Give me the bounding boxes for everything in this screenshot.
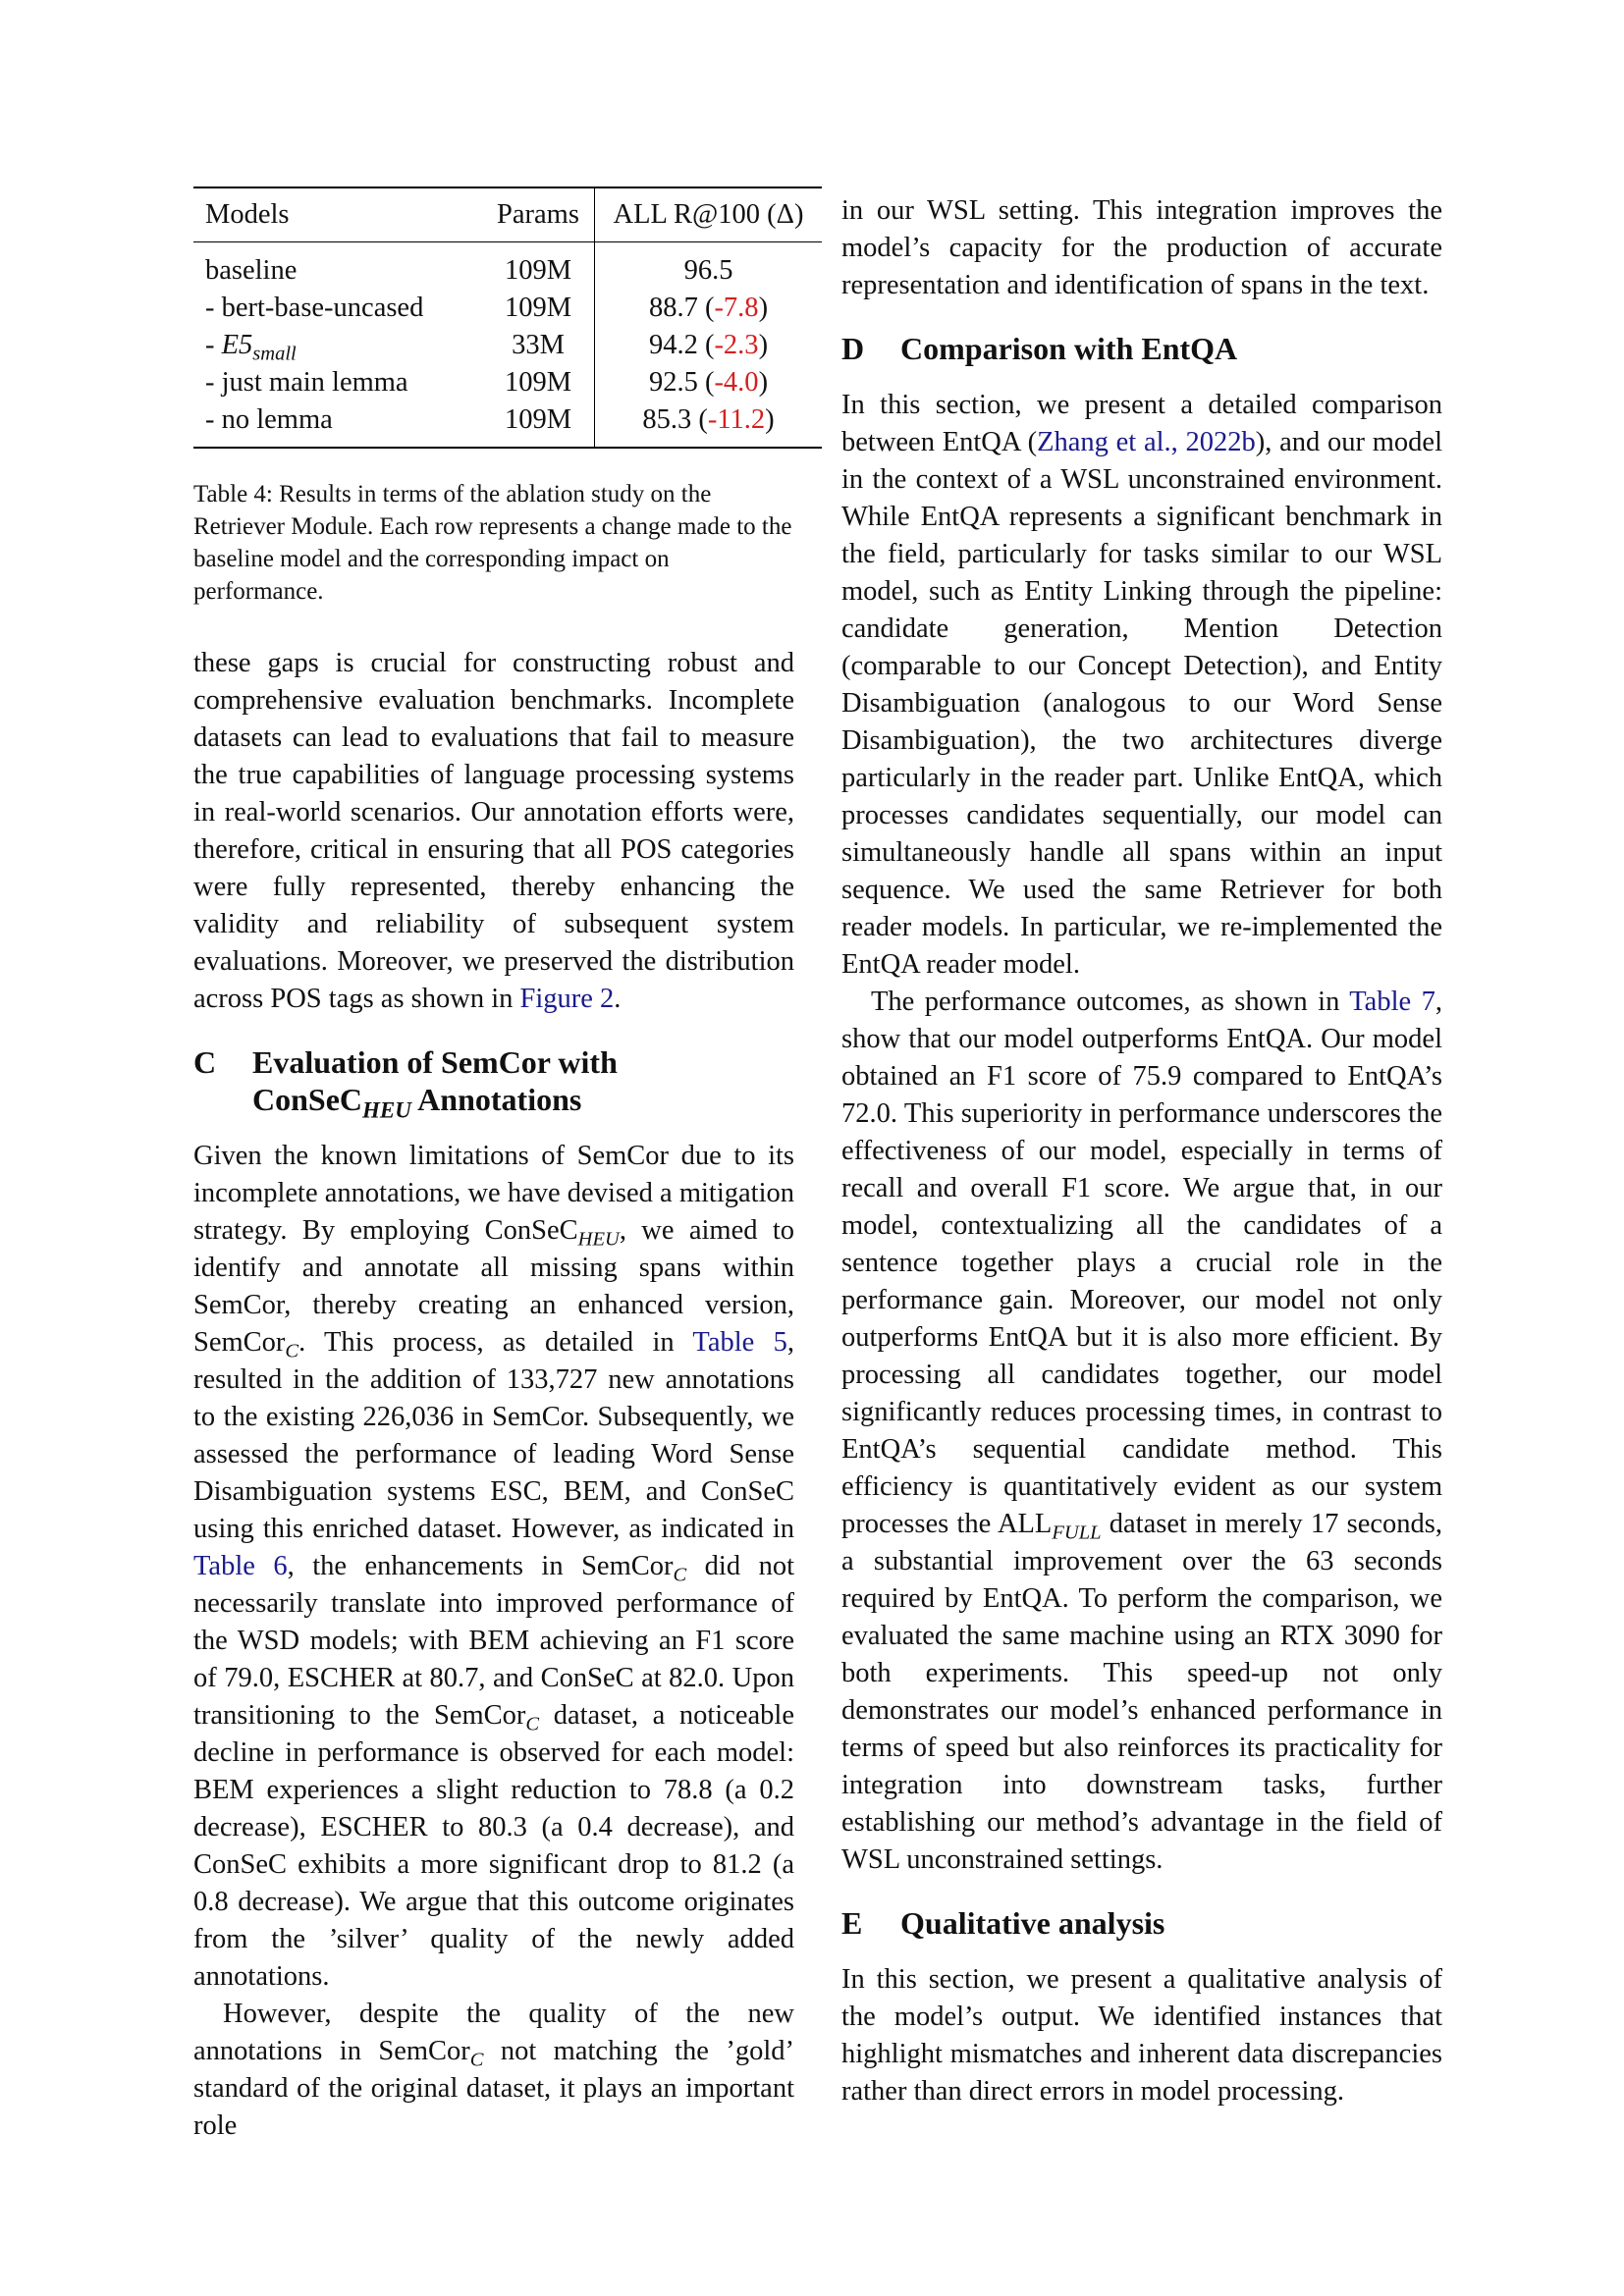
table-row bbox=[193, 327, 822, 364]
row-params: 109M bbox=[504, 404, 572, 435]
section-number: E bbox=[841, 1905, 863, 1941]
paragraph-text: dataset in merely 17 seconds, a substantial improvement over the 63 seconds required by EntQA. To perform the comparison, we evaluated the same machine using an RTX 3090 for both experiments. This speed-up not only demonstrates our model’s enhanced performance in terms of speed but also reinforces its practicality for integration into downstream tasks, further establishing our method’s advantage in the field of WSL unconstrained settings. bbox=[841, 1509, 1442, 1875]
subscript: C bbox=[525, 1713, 540, 1735]
header-all-r100: ALL R@100 (Δ) bbox=[595, 187, 823, 242]
section-heading-e bbox=[841, 1904, 1442, 1942]
score-value: 96.5 bbox=[683, 255, 733, 286]
paragraph-text: The performance outcomes, as shown in bbox=[871, 987, 1350, 1017]
paragraph bbox=[193, 1138, 794, 1996]
section-title bbox=[252, 1043, 618, 1123]
paragraph-text: . This process, as detailed in bbox=[298, 1327, 693, 1358]
row-params: 109M bbox=[504, 255, 572, 286]
paragraph-text: these gaps is crucial for constructing robust and comprehensive evaluation benchmarks. Incomplete datasets can lead to evaluations that fail to measure the true capabilities of language processing systems in real-world scenarios. Our annotation efforts were, therefore, critical in ensuring that all POS categories were fully represented, thereby enhancing the validity and reliability of subsequent system evaluations. Moreover, we preserved the distribution across POS tags as shown in bbox=[193, 648, 794, 1014]
table-row bbox=[193, 401, 822, 448]
row-score: 92.5 (-4.0) bbox=[595, 364, 823, 401]
paragraph: these gaps is crucial for constructing robust and comprehensive evaluation benchmarks. Incomplete datasets can lead to evaluations that fail to measure the true capabilities of language processing systems in real-world scenarios. Our annotation efforts were, therefore, critical in ensuring that all POS categories were fully represented, thereby enhancing the validity and reliability of subsequent system evaluations. Moreover, we preserved the distribution across POS tags as shown in Figure 2. bbox=[193, 648, 794, 1014]
row-model-math: E5 bbox=[221, 330, 253, 360]
row-model bbox=[193, 327, 482, 364]
row-model-prefix: - bbox=[205, 330, 222, 360]
table-caption: Table 4: Results in terms of the ablation study on the Retriever Module. Each row represents a change made to the baseline model and the corresponding impact on performance. bbox=[193, 481, 792, 605]
paragraph-text: , resulted in the addition of 133,727 new annotations to the existing 226,036 in SemCor. Subsequently, we assessed the performance of leading Word Sense Disambiguation systems ESC, BEM, and ConSeC using this enriched dataset. However, as indicated in bbox=[193, 1327, 794, 1544]
row-score bbox=[595, 242, 823, 291]
table-header-row bbox=[193, 187, 822, 242]
score-delta: -2.3 bbox=[714, 330, 759, 360]
table-7-link[interactable]: Table 7 bbox=[1349, 987, 1435, 1017]
subscript: C bbox=[469, 2049, 484, 2071]
paragraph-text: , show that our model outperforms EntQA. Our model obtained an F1 score of 75.9 compared to EntQA’s 72.0. This superiority in performance underscores the effectiveness of our model, especially in terms of recall and overall F1 score. We argue that, in our model, contextualizing all the candidates of a sentence together plays a crucial role in the performance gain. Moreover, our model not only outperforms EntQA but it is also more efficient. By processing all candidates together, our model significantly reduces processing times, in contrast to EntQA’s sequential candidate method. This efficiency is quantitatively evident as our system processes the ALL bbox=[841, 987, 1442, 1539]
left-column bbox=[193, 187, 804, 2145]
paragraph: In this section, we present a qualitative analysis of the model’s output. We identified instances that highlight mismatches and inherent data discrepancies rather than direct errors in model processing. bbox=[841, 1964, 1442, 2107]
right-column bbox=[841, 192, 1442, 2110]
figure-2-link[interactable]: Figure 2 bbox=[519, 984, 615, 1014]
paragraph-text: In this section, we present a detailed comparison between EntQA ( bbox=[841, 390, 1442, 457]
paragraph bbox=[841, 984, 1442, 1879]
row-model-sub: small bbox=[252, 343, 297, 365]
subscript: HEU bbox=[577, 1228, 620, 1251]
table-5-link[interactable]: Table 5 bbox=[692, 1327, 787, 1358]
score-value: 92.5 bbox=[648, 367, 698, 398]
row-score: 88.7 (-7.8) bbox=[595, 290, 823, 327]
paragraph-text: Given the known limitations of SemCor due to its incomplete annotations, we have devised a mitigation strategy. By employing ConSeC bbox=[193, 1141, 794, 1246]
score-value: 88.7 bbox=[648, 293, 698, 323]
zhang-2022b-link[interactable]: Zhang et al., 2022b bbox=[1037, 427, 1256, 457]
header-params: Params bbox=[497, 199, 579, 230]
score-delta: -11.2 bbox=[707, 404, 766, 435]
table-row bbox=[193, 242, 822, 291]
section-title: Qualitative analysis bbox=[900, 1905, 1165, 1941]
section-number: C bbox=[193, 1044, 217, 1080]
row-score: 94.2 (-2.3) bbox=[595, 327, 823, 364]
section-title-line2-end: Annotations bbox=[410, 1082, 582, 1117]
section-title: Comparison with EntQA bbox=[900, 331, 1238, 366]
row-model: - just main lemma bbox=[205, 367, 408, 398]
paragraph-text: ), and our model in the context of a WSL unconstrained environment. While EntQA represents a significant benchmark in the field, particularly for tasks similar to our WSL model, such as Entity Linking through the pipeline: candidate generation, Mention Detection (comparable to our Concept Detection), and Entity Disambiguation (analogous to our Word Sense Disambiguation), the two architectures diverge particularly in the reader part. Unlike EntQA, which processes candidates sequentially, our model can simultaneously handle all spans within an input sequence. We used the same Retriever for both reader models. In particular, we re-implemented the EntQA reader model. bbox=[841, 427, 1442, 980]
section-heading-c bbox=[193, 1043, 794, 1123]
section-title-sub: HEU bbox=[362, 1096, 411, 1123]
ablation-table bbox=[193, 187, 822, 449]
score-value: 94.2 bbox=[648, 330, 698, 360]
paragraph-text: did not necessarily translate into improved performance of the WSD models; with BEM achieving an F1 score of 79.0, ESCHER at 80.7, and ConSeC at 82.0. Upon transitioning to the SemCor bbox=[193, 1551, 794, 1731]
score-delta: -7.8 bbox=[714, 293, 759, 323]
paragraph: in our WSL setting. This integration improves the model’s capacity for the production of accurate representation and identification of spans in the text. bbox=[841, 195, 1442, 300]
paragraph-text: not matching the ’gold’ standard of the original dataset, it plays an important role bbox=[193, 2036, 794, 2141]
table-6-link[interactable]: Table 6 bbox=[193, 1551, 288, 1581]
subscript: C bbox=[285, 1340, 299, 1362]
subscript: C bbox=[673, 1564, 687, 1586]
table-row bbox=[193, 290, 822, 327]
row-params: 109M bbox=[504, 293, 572, 323]
paragraph-text: , we aimed to identify and annotate all missing spans within SemCor, thereby creating an enhanced version, SemCor bbox=[193, 1215, 794, 1358]
section-title-line2: ConSeC bbox=[252, 1082, 363, 1117]
paragraph-text: , the enhancements in SemCor bbox=[287, 1551, 674, 1581]
score-value: 85.3 bbox=[642, 404, 692, 435]
row-model: - bert-base-uncased bbox=[205, 293, 424, 323]
section-title-line1: Evaluation of SemCor with bbox=[252, 1044, 618, 1080]
row-model: - no lemma bbox=[205, 404, 333, 435]
header-models: Models bbox=[205, 199, 290, 230]
section-heading-d bbox=[841, 330, 1442, 367]
section-number: D bbox=[841, 331, 865, 366]
row-model: baseline bbox=[205, 255, 298, 286]
table-row bbox=[193, 364, 822, 401]
paragraph bbox=[193, 1996, 794, 2145]
row-params: 33M bbox=[512, 330, 565, 360]
row-score: 85.3 (-11.2) bbox=[595, 401, 823, 448]
row-params: 109M bbox=[504, 367, 572, 398]
paragraph bbox=[841, 387, 1442, 984]
subscript: FULL bbox=[1052, 1522, 1102, 1544]
paragraph-text: However, despite the quality of the new annotations in SemCor bbox=[193, 1999, 794, 2066]
paragraph-text: dataset, a noticeable decline in performance is observed for each model: BEM experiences a slight reduction to 78.8 (a 0.2 decrease), ESCHER to 80.3 (a 0.4 decrease), and ConSeC exhibits a more significant drop to 81.2 (a 0.8 decrease). We argue that this outcome originates from the ’silver’ quality of the newly added annotations. bbox=[193, 1700, 794, 1992]
score-delta: -4.0 bbox=[714, 367, 759, 398]
